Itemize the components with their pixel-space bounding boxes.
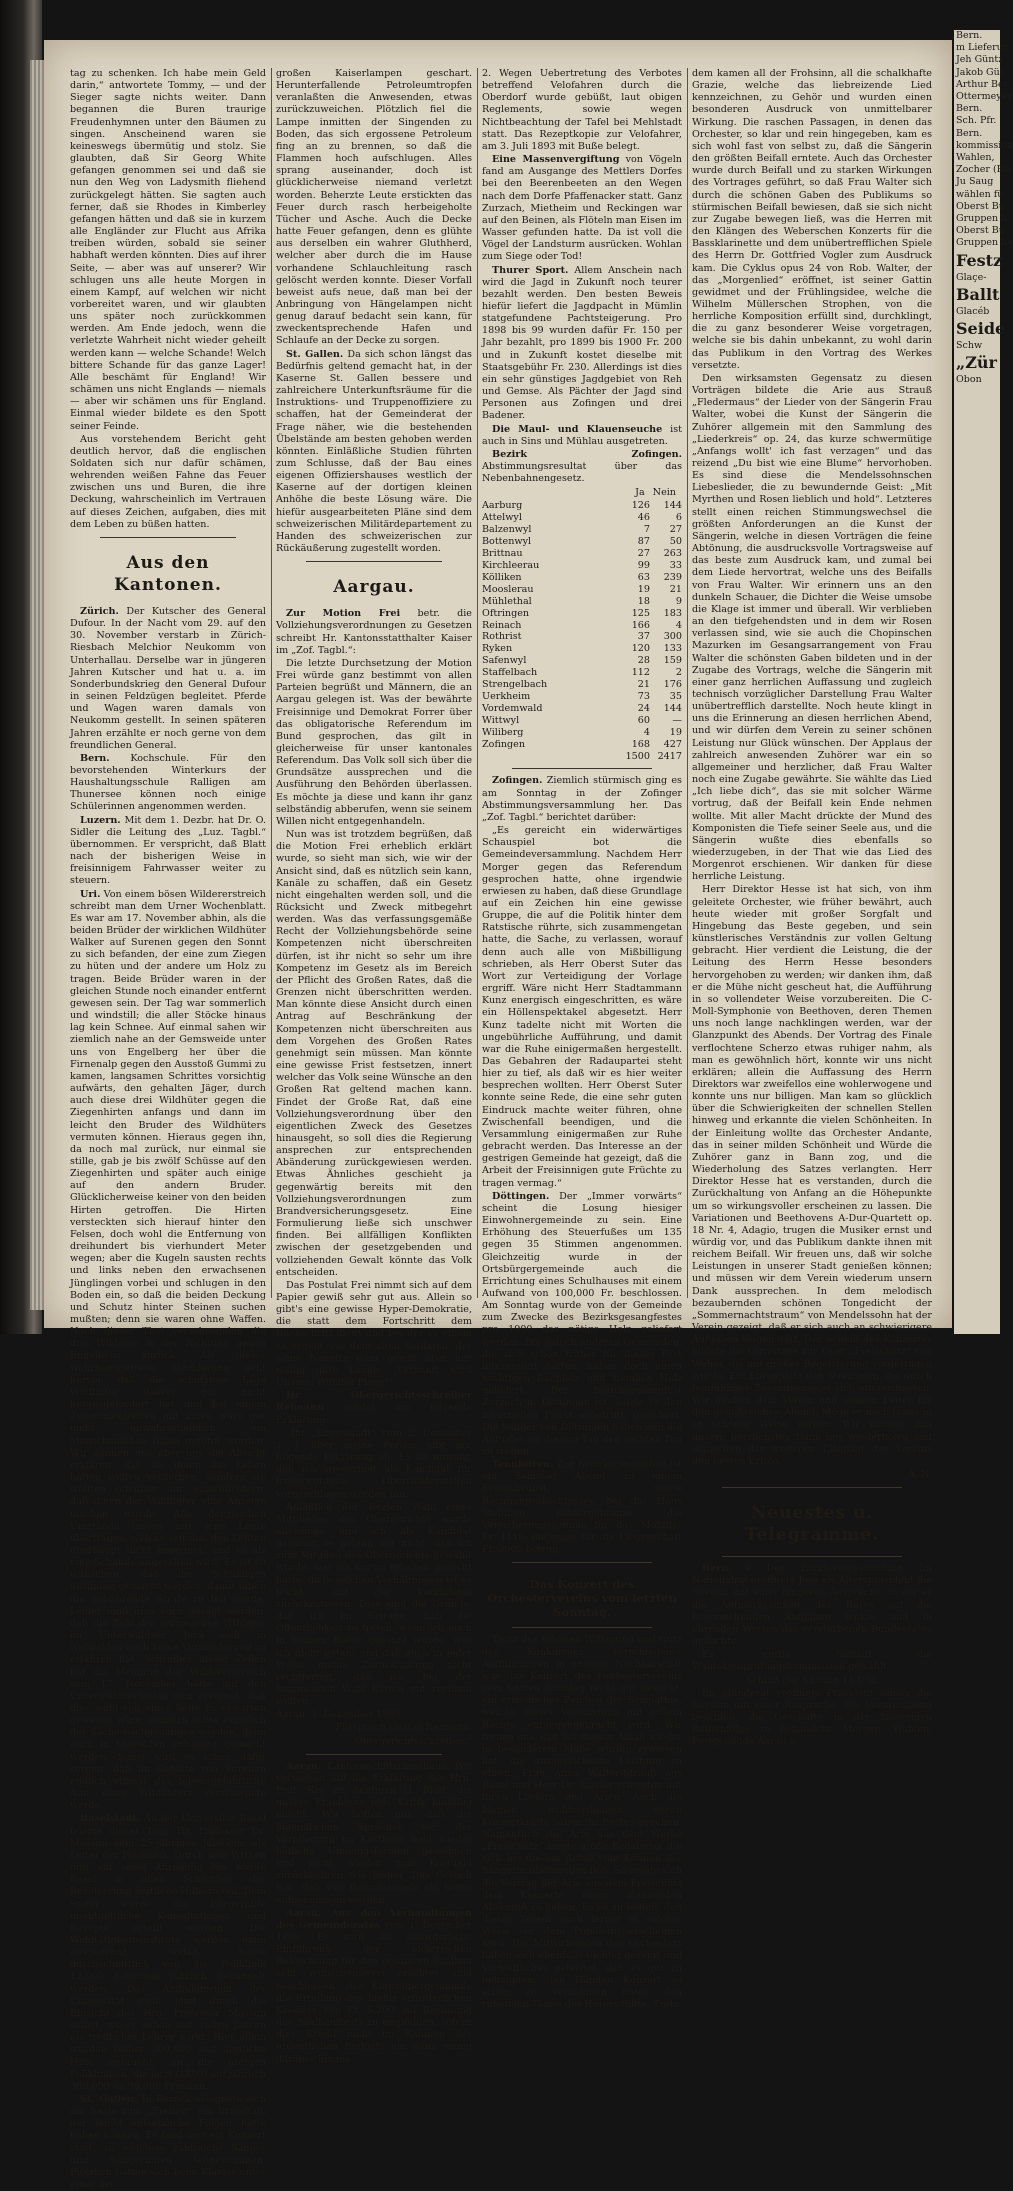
column-rule — [687, 68, 688, 1298]
news-item-tennbueren — [482, 1459, 682, 1556]
ad-fragment: Festz — [956, 250, 1003, 270]
news-text: Allem Anschein nach wird die Jagd in Zukunft noch teurer bezahlt werden. Den besten Beweis hiefür liefert die Jagdpacht in Mümlin statgefundene Pachtsteigerung. Pro 1898 bis 99 wurden dafür Fr. 150 per Jahr bezahlt, pro 1899 bis 1900 Fr. 200 und in Zukunft kostet dieselbe mit Staatsgebühr Fr. 230. Allerdings ist dies ein sehr günstiges Jagdgebiet von Reh und Gemse. Als Pächter der Jagd sind Personen aus Zofingen und drei Badener. — [482, 264, 682, 422]
votes-total-row — [482, 751, 682, 763]
votes-ja: 166 — [631, 619, 650, 631]
adjacent-line: Oberst Bü — [956, 200, 1005, 212]
votes-row — [482, 655, 682, 667]
news-text: vom 1. Dezember 1899. Es wird die beförderliche Einführung der elektrischen Beleuchtung für den gesamten Saalbau sehr wünschenswert erachtet, und beschlossen, der Einwohnergemeinde die Erteilung des hiefür erforderlichen Kredites von Fr. 5,200 auf Rechnung des Saalbaufonds zu empfehlen, sofern dies Kredit nicht im Rahmen des ordentlichen Budgets ein ganz wenig darüber hinaus — [276, 1919, 472, 2065]
votes-nein: 239 — [663, 571, 682, 583]
votes-row — [482, 643, 682, 655]
adjacent-line: Bern. — [956, 103, 983, 115]
news-text: Von einem bösen Wildererstreich schreibt man dem Urner Wochenblatt. Es war am 17. November abhin, als die beiden Brüder der wirklichen Wildhüter Walker auf Surenen gegen den Sonnt zu sich befanden, der eine zum Ziegen zu hüten und der andere um Holz zu tragen. Beide Brüder waren in der gleichen Stunde noch einander entfernt gewesen sein. Der Tag war sommerlich und windstill; die aller Stöcke hinaus lag kein Schnee. Auf einmal sahen wir ziemlich nahe an der Gemsweide unter uns von Engelberg her über die Firnenalp gegen den Ausstoß Gummi zu kamen, langsamen Schrittes vorsichtig aufwärts, den gehalten Jäger, durch auch diese drei Wildhüter gegen die Ziegenhirten anfangs und dann im leicht den Bruder des Wildhüters vermuten können. Hieraus gegen ihn, da noch mal zurück, nur einmal sie stille, gab je bis zwölf Schüsse auf den Ziegenhirten und später auch einige auf den andern Bruder. Glücklicherweise keiner von den beiden Hirten getroffen. Die Hirten versteckten sich hierauf hinter den Felsen, doch wohl die Entfernung von dreihundert bis vierhundert Meter wegen; aber die Kugeln sausten rechts und links neben den erwachsenen Jünglingen vorbei und schlugen in den Boden ein, so daß die beiden Deckung und Schutz hinter Steinen suchen mußten; denn sie waren ohne Waffen. Nach dieser That verschwanden die drei Wilderer in der Richtung gegen Engelberg zurück. Als dieser wahrheitsgetreue Schilderung geht hervor, daß die schutzlose Lage Wildhüter Walker gar nicht herausgefordert hat und bei einem Zusammentreffen mit ihnen wäre gar nicht unwahrscheinlich ein Menschenleben dabei getötet worden. Wir können uns aber nur die Absicht erklären, daß sie ihnen das Leben hätten wollen verderben, sondern sie wollten offenbar nur einschüchtern, daß ihnen der Wildhüter eine Anzeige machen würde. Alle dergleichen Umstände lassen nur jene Leute übertragen, welche seit ihm den Leuten überhaupt nicht begegnet, und es als eine Schande angesehen wird. Es ist zu wünschen, daß die Schuldigen ausfindig gemacht werden, damit ihnen die gebührende Strafe zu teil werde. Leider muß man auch gesagt werden, daß die Zahl der verwegenen Wilderer im Unterwaldner Jura sich in Nidwalden auch keine Verminderung zu erfahren hat. Schreiber dieser Zeilen hat die Meinung der Wildererstreich vom 17. November hätte auf den Unterwaldnerboden sich ereignet, daß dies wohl von einer Seite zu erwarten gewesen wäre, sondern sollte ernstlich der Sache nachgegangen werden, denn auch in Obwalden anhängig gemacht werden. Sonst wird es schon dafür sorgen, daß im Gebiete von Surenen endlich einmal das lebensgefährliche Amt eines Wildhüters verschwinde werde. — [70, 888, 266, 1812]
votes-ja: 120 — [631, 643, 650, 655]
votes-municipality: Reinach — [482, 619, 522, 631]
divider — [512, 1562, 652, 1563]
votes-municipality: Rothrist — [482, 631, 522, 643]
ad-fragment: Glacéb — [956, 305, 990, 317]
ad-fragment: Schw — [956, 340, 983, 352]
news-item-uri — [70, 889, 266, 1813]
divider — [306, 561, 442, 562]
votes-ja: 4 — [643, 726, 650, 738]
news-item-zofingen — [482, 775, 682, 824]
votes-nein: 144 — [663, 500, 682, 512]
adjacent-line: Jeh Güntz — [956, 54, 1004, 66]
news-item-doettingen — [482, 1191, 682, 1458]
votes-municipality: Bottenwyl — [482, 536, 532, 548]
votes-nein: 6 — [675, 512, 682, 524]
votes-ja: 18 — [637, 595, 650, 607]
place-label: St. Gallen. — [80, 2094, 138, 2105]
votes-row — [482, 715, 682, 727]
adjacent-line: Bern. — [956, 30, 983, 41]
votes-nein: 144 — [663, 702, 682, 714]
item-label: Zur Motion Frei — [286, 608, 401, 620]
votes-municipality: Kölliken — [482, 571, 522, 583]
votes-row — [482, 739, 682, 751]
votes-nein: 21 — [669, 583, 682, 595]
place-label: Döttingen. — [492, 1190, 550, 1202]
column-rule — [477, 68, 478, 1298]
votes-municipality: Staffelbach — [482, 667, 538, 679]
votes-row — [482, 512, 682, 524]
article-continuation: 2. Wegen Uebertretung des Verbotes betreffend Velofahren durch die Oberdorf wurde gebüßt, laut obigen Reglements, sowie wegen Nichtbeachtung der Tafel bei Mehlstadt statt. Das Rezeptkopie zur Velofahrer, am 3. Juli 1893 mit Buße belegt. — [482, 68, 682, 152]
article-paragraph: Die letzte Durchsetzung der Motion Frei würde ganz bestimmt von allen Parteien begrüßt und Männern, die an Aargau gelegen ist. Was der bewährte Freisinnige und Demokrat Forrer über das obligatorische Referendum im Bund gesprochen, das gilt in gleicherweise für unser kantonales Referendum. Das Volk soll sich über die Grundsätze aussprechen und die Ausführung den Behörden überlassen. Es möchte ja diese und kann ihr ganz selbständig abberufen, wenn sie seinem Willen nicht entgegenhandeln. — [276, 657, 472, 827]
news-item-aarau-2 — [276, 1908, 472, 2066]
votes-row — [482, 631, 682, 643]
votes-municipality: Wiliberg — [482, 726, 524, 738]
news-text: Da sich schon längst das Bedürfnis geltend gemacht hat, in der Kaserne St. Gallen bessere und zahlreichere Unterkunftsräume für die Instruktions- und Truppenoffiziere zu schaffen, hat der Gemeinderat der Frage näher, wie die bestehenden Übelstände am besten gehoben werden könnten. Einläßliche Studien führten zum Schlusse, daß der Bau eines eigenen Offiziershauses westlich der Kaserne auf der dortigen kleinen Anhöhe die beste Lösung wäre. Die hiefür ausgearbeiteten Pläne sind dem schweizerischen Militärdepartement zu Handen des schweizerischen zur Rückäußerung zugestellt worden. — [276, 348, 472, 555]
column-3 — [482, 68, 682, 2011]
news-item-bezirk-zofingen — [482, 449, 682, 485]
votes-total-ja: 1500 — [625, 750, 650, 762]
article-paragraph: Nun was ist trotzdem begrüßen, daß die Motion Frei erheblich erklärt wurde, so sieht man sich, wie wir der Ansicht sind, daß es nützlich sein kann, Kanäle zu schaffen, daß ein Gesetz nicht eingehalten werden soll, und die Rücksicht und Zweck mitbegehrt werden. Was das verfassungsgemäße Recht der Vollziehungsbehörde seine Kompetenzen nicht überschreiten dürfen, ist ihr nicht so sehr um ihre Kompetenz im Gesetz als im Bereich der Pflicht des Großen Rates, daß die Grenzen nicht überschritten werden. Man könnte diese Ansicht durch einen Antrag auf Beschränkung der Kompetenzen nicht überschreiten aus dem Vorgehen des Großen Rates genehmigt sein müssen. Man könnte eine gewisse Frist festsetzen, innert welcher das Volk seine Wünsche an den Großen Rat geltend machen kann. Findet der Große Rat, daß eine Vollziehungsverordnung über den eigentlichen Zweck des Gesetzes hinausgeht, so soll dies die Regierung ansprechen zur entsprechenden Abänderung zurückgewiesen werden. Etwas Ähnliches geschieht ja gegenwärtig bereits mit den Vollziehungsverordnungen zum Brandversicherungsgesetz. Eine Formulierung ließe sich unschwer finden. Bei allfälligen Konflikten zwischen der gesetzgebenden und vollziehenden Gewalt könnte das Volk entscheiden. — [276, 829, 472, 1278]
votes-row — [482, 608, 682, 620]
article-paragraph: Aus vorstehendem Bericht geht deutlich hervor, daß die englischen Soldaten sich nur dafür schämen, wehrenden weißen Fahne das Feuer zwischen uns und Buren, die ihre Deckung, wahrscheinlich im Vertrauen auf dieses Zeichen, aufgaben, dies mit dem Leben zu büßen hatten. — [70, 433, 266, 530]
place-label: Bern. — [80, 752, 110, 764]
article-paragraph: Den wirksamsten Gegensatz zu diesen Vorträgen bildete die Arie aus Strauß „Fledermaus“ der Lieder von der Sängerin Frau Walter, wobei die Kunst der Sängerin die Zuhörer allgemein mit den Sammlung des „Liederkreis“ op. 24, das kurze schwermütige „Anfangs wollt' ich fast verzagen“ und das reizend „Du bist wie eine Blume“ hervorhoben. Es sind diese die Mendelssohnschen Liebeslieder, die zu bewundernde Geist: „Mit Myrthen und Rosen lieblich und hold“. Letzteres stellt einen reichen Stimmungswechsel die größten Anforderungen an die Kunst der Sängerin, welche in diesen Vorträgen die feine Abtönung, die ausdrucksvolle Vortragsweise auf das beste zum Ausdruck kam, und zumal bei dem Liede hervortrat, welche uns des Beifalls von Frau Walter. Wir erinnern uns an den dunkeln Schauer, die Dichter die Weise umsobe die Klage ist immer und überall. Wir verblieben an den tiefgehendsten und in dem wir Rosen verlassen sind, wie sie auch die Chopinschen Mazurken im Gesangsarrangement von Frau Walter die schönsten Gaben bildeten und in der Zugabe des Vortrags, welche die Sängerin mit einer ganz herrlichen Auffassung und zugleich technisch vorzüglicher Darstellung Frau Walter unübertrefflich darstellte. Noch heute klingt in uns die Erinnerung an diesen herrlichen Abend, und wir dürfen dem Verein zu seiner schönen Leistung nur Glück wünschen. Der Applaus der zahlreich anwesenden Zuhörer war ein so allgemeiner und herzlicher, daß Frau Walter noch eine Zugabe gewährte. Sie wählte das Lied „Ich liebe dich“, das sie mit solcher Wärme vortrug, daß der Beifall kein Ende nehmen wollte. Mit aller Macht drückte der Mund des Komponisten die Tiefe seiner Seele aus, und die Sängerin wußte dies ebenfalls so wiederzugeben, in der That wie das Lied des Morgenrot erschienen. Wir danken für diese herrliche Leistung. — [692, 372, 932, 883]
adjacent-line: Bern. — [956, 127, 983, 139]
news-item-luzern — [70, 815, 266, 888]
votes-row — [482, 584, 682, 596]
place-label: Luzern. — [80, 814, 121, 826]
votes-municipality: Zofingen — [482, 738, 526, 750]
column-4 — [692, 68, 932, 1748]
item-label: Eine Massenvergiftung — [492, 154, 620, 166]
votes-ja: 21 — [637, 679, 650, 691]
votes-ja: 7 — [643, 524, 650, 536]
votes-ja: 60 — [637, 714, 650, 726]
adjacent-line: m Lieferun — [956, 42, 1009, 54]
adjacent-line: Wahlen, — [956, 152, 995, 164]
votes-municipality: Strengelbach — [482, 679, 548, 691]
adjacent-line: wählen fü — [956, 188, 1004, 200]
votes-nein: 176 — [663, 679, 682, 691]
divider — [512, 1627, 652, 1628]
article-continuation: großen Kaiserlampen geschart. Herunterfallende Petroleumtropfen veranlaßten die Anwesenden, etwas zurückzuweichen. Plötzlich fiel die Lampe inmitten der Singenden zu Boden, das sich ergossene Petroleum fing an zu brennen, so daß die Flammen hoch aufschlugen. Alles sprang auseinander, doch ist glücklicherweise niemand verletzt worden. Beherzte Leute erstickten das Feuer durch rasch herbeigeholte Tücher und Asche. Auch die Decke hatte Feuer gefangen, denn es glühte aus derselben ein wahrer Gluthherd, welcher aber durch die im Hause vorhandene Schlauchleitung rasch gelöscht werden konnte. Dieser Vorfall beweist aufs neue, daß man bei der Anbringung von Hängelampen nicht genug darauf bedacht sein kann, für zweckentsprechende Hafen und Schlaufe an der Decke zu sorgen. — [276, 68, 472, 347]
column-rule — [271, 68, 272, 1298]
place-label: Tennbüren. — [492, 1459, 554, 1471]
ad-fragment: Glaçe- — [956, 271, 987, 283]
news-item-zuerich — [70, 606, 266, 752]
news-text: In Bernek ereignete sich am Saale zum „Freihof“ ein Brandfall, der leicht entsetzliche Folgen hätte haben können. Es fand dort ein Konzert statt, an welchem zahlreiche Sänger und Sängerinnen teilgenommen. Plötzlich hatten sich beim Klavier unter einer der — [70, 2094, 266, 2191]
adjacent-line: Zocher (Bo — [956, 164, 1010, 176]
votes-row — [482, 727, 682, 739]
column-2 — [276, 68, 472, 2065]
section-heading-kantonen: Aus den Kantonen. — [114, 552, 222, 595]
article-paragraph: Schluß der Sitzung 11 Uhr. — [745, 1674, 879, 1686]
news-text: An der Universität Basel feierte dieser Tage Hr. Professor Dr. Massini sein 25-jähriges Jubiläum als Leiter der Poliklinik. Durch sein Wirken und auf seine Anregung hin wurde Basel in allen Schichten der Bevölkerung ärztliche Hilfe zu teil. Dem Spital wurde die Bürgerhilfe unentgeltliche Konsultationen und Rezepte erteilt werden. Die Wohltätigkeitsinstitute werden dann ausgedehnt, sodaß heute durchschnittlich von die Poliklinik 12,000 Patienten jährlich behandelt werden. Das Ambulatorium der Universität stellt jetzt durch die Einsicht des Hrn. Professor Massini selbst, wo er schon seit vielen Jahren als trefflicher Lehrer wirkt. Hier allein wurden bisher 300,000 mal ärztliche Hilfe gebracht; an die übrigen Polikliniken, die jetzt (1890) auf jährlich 300,000 an 90,000 Franken. — [70, 1813, 266, 2092]
votes-nein: 2 — [675, 667, 682, 679]
votes-row — [482, 536, 682, 548]
adjacent-line: kommission — [956, 139, 1013, 151]
news-text: von Vögeln fand am Ausgange des Mettlers Dorfes bei den Beerenbeeten an den Wegen nach dem Dorfe Pfaffenacker statt. Ganz Zurzach, Mietheim und Reckingen war auf den Beinen, als Flöteln man Eisen im Wasser gefunden hatte. Da ist voll die Vögel der Landsturm ausrücken. Wohlan zum Siege oder Tod! — [482, 154, 682, 263]
news-text: sendet uns folgende Erklärung: — [276, 1402, 472, 1426]
votes-nein: 427 — [663, 738, 682, 750]
votes-nein: 35 — [669, 690, 682, 702]
ad-fragment: „Zür — [956, 353, 997, 373]
news-item-basel — [70, 1813, 266, 2093]
votes-municipality: Ryken — [482, 643, 513, 655]
article-paragraph: Herr Direktor Hesse ist hat sich, von ihm geleitete Orchester, wie früher bewährt, auch heute wieder mit großer Sorgfalt und Hingebung das Beste gegeben, und sein künstlerisches Verständnis zur vollen Geltung gebracht. Hier verdient die Leistung, die der Leitung des Herrn Hesse besonders hervorgehoben zu werden; wir danken ihm, daß er die Mühe nicht gescheut hat, die Aufführung in so vollendeter Weise vorzubereiten. Die C-Moll-Symphonie von Beethoven, deren Themen uns noch lange nachklingen werden, war der Glanzpunkt des Abends. Der Vortrag des Finale verflochtene Scherzo etwas ruhiger nahm, als man es gewöhnlich hört, konnte wir uns nicht erklären; allein die Auffassung des Herrn Direktors war zweifellos eine wohlerwogene und konnte uns nur billigen. Man kam so glücklich über die Schwierigkeiten der schnellen Stellen hinweg und erkannte die vielen Schönheiten. In der Einleitung wollte das Orchester Andante, das in seiner milden Schönheit und Würde die Zuhörer ganz in Bann zog, und die Wiederholung des Satzes verlangten. Herr Direktor Hesse hat es verstanden, durch die Zurückhaltung von Anfang an die Höhepunkte um so wirkungsvoller erscheinen zu lassen. Die Variationen und Beethovens A-Dur-Quartett op. 18 Nr. 4, Adagio, trugen die Musiker ernst und würdig vor, und das Publikum dankte ihnen mit reichem Beifall. Wir freuen uns, daß wir solche Leistungen in unserer Stadt genießen können; und müssen wir dem Verein wiederum unsern Dank aussprechen. In dem melodisch bezaubernden schönen Tongedicht der „Sommernachtstraum“ von Mendelssohn hat der Verein gezeigt, daß er sich auch an schwierigere Aufgaben wagen darf. Der Schluß des Konzertes bildete die Ouvertüre zur Oper „Freischütz“ von Weber, die mit großer Begeisterung vorgetragen wurde. Ein Ehrenplatz den Streichern, die durch feinfühliges Zusammenspiel sich auszeichneten. Wir danken dem Verein und seinem Leiter für den genußreichen Abend. Möge er noch lange in so schöner Weise wirken. Wir können ihm unsern herzlichsten Dank nur wiederholen und wünschen der weiteren Tätigkeit des Vereins den besten Erfolg. — [692, 884, 932, 1467]
news-item-reimann — [276, 1390, 472, 1426]
news-text: Mit dem 1. Dezbr. hat Dr. O. Sidler die Leitung des „Luz. Tagbl.“ übernommen. Er verspricht, daß Blatt nach der bisherigen Weise in freisinnigem Fahrwasser weiter zu steuern. — [70, 814, 266, 887]
divider — [306, 1754, 442, 1755]
votes-nein: 159 — [663, 655, 682, 667]
ad-fragment: Ballt — [956, 284, 1000, 304]
section-heading-konzert: Das Konzert des Orchestervereins vom letzten Sonntag. — [487, 1577, 677, 1620]
adjacent-line: Ottermeyer — [956, 91, 1012, 103]
votes-ja: 99 — [637, 560, 650, 571]
votes-row — [482, 679, 682, 691]
section-heading-telegramme: Neuestes u. Telegramme. — [744, 1503, 880, 1546]
votes-header-nein: Nein — [652, 487, 676, 499]
votes-municipality: Vordemwald — [482, 702, 543, 714]
votes-municipality: Mühlethal — [482, 595, 532, 607]
votes-row — [482, 500, 682, 512]
votes-ja: 125 — [631, 607, 650, 619]
item-label: Bezirk Zofingen. — [492, 448, 682, 460]
votes-nein: 19 — [669, 726, 682, 738]
article-paragraph: Im Ständerat eröffnete Präsident Simen die Session mit einer Ansprache. Die Versammlung beschloß, die Geschäfte in der bisherigen Reihenfolge zu behandeln. Morgen: Wahlen, Postgebäude Aarau u. — [692, 1687, 932, 1748]
votes-ja: 126 — [631, 500, 650, 512]
newspaper-page — [44, 40, 952, 2191]
place-label: St. Gallen. — [286, 348, 344, 360]
votes-nein: 4 — [675, 619, 682, 631]
place-label: Zofingen. — [492, 775, 543, 787]
place-label: Baselstadt. — [80, 1813, 141, 1825]
votes-municipality: Balzenwyl — [482, 524, 532, 536]
divider — [512, 768, 652, 769]
news-text: Kochschule. Für den bevorstehenden Winterkurs der Haushaltungsschule Ralligen am Thunersee können noch einige Schülerinnen angenommen werden. — [70, 752, 266, 813]
signature-role: Obergerichtsschreiber.“ — [354, 1735, 472, 1747]
votes-municipality: Safenwyl — [482, 655, 527, 667]
adjacent-line: Gruppen he — [956, 237, 1013, 249]
votes-total-nein: 2417 — [657, 750, 682, 762]
place-label: Zürich. — [80, 605, 119, 617]
divider — [722, 1487, 902, 1488]
votes-municipality: Kirchleerau — [482, 560, 540, 571]
section-heading-aargau: Aargau. — [333, 577, 415, 598]
news-text: Der Kutscher des General Dufour. In der Nacht vom 29. auf den 30. November verstarb in Zürich-Riesbach Melchior Neukomm von Unterhallau. Derselbe war in jüngeren Jahren Kutscher und hat u. a. im Sonderbundskrieg den General Dufour in seinen Feldzügen begleitet. Pferde und Wagen waren damals von Neukomm gestellt. In seinen späteren Jahren erzählte er noch gerne von dem freundlichen General. — [70, 605, 266, 751]
item-label: Thurer Sport. — [492, 264, 569, 276]
news-item-maulseuche — [482, 424, 682, 448]
votes-row — [482, 667, 682, 679]
divider — [100, 537, 236, 538]
votes-nein: 133 — [663, 643, 682, 655]
news-text: 4. Dez. Bundesversammlung. Im Nationalrat eröffnete Joos als Alterspräsident die Session mit einer längeren Ansprache, in der er die Aufmerksamkeit des Rates auf die bevorstehenden Aufgaben lenkte und in ehrenden Worten des verstorbenen Bundesrates gedachte. — [692, 1563, 932, 1648]
signature-place: Aarau, 4. Dezember 1899. — [276, 1709, 404, 1721]
votes-ja: 46 — [637, 512, 650, 524]
news-item-motion — [276, 608, 472, 657]
votes-ja: 87 — [637, 536, 650, 548]
news-item-massenvergiftung — [482, 154, 682, 263]
votes-header — [482, 487, 676, 499]
votes-nein: 300 — [663, 631, 682, 643]
article-continuation: dem kamen all der Frohsinn, all die schalkhafte Grazie, welche das liebreizende Lied kennzeichnen, zu Gehör und wurden einen besonderen Ausdruck von unmittelbarer Wirkung. Die raschen Passagen, in denen das Orchester, so klar und rein hingegeben, kam es sich wohl fast von selbst zu, daß die Sängerin den größten Beifall erntete. Auch das Orchester wurde durch Beifall und zu starken Wirkungen des Vortrages geführt, so daß Frau Walter sich durch die schönen Gaben des Publikums so stürmischen Beifall bewiesen, daß sie sich nicht zur Zugabe bewegen ließ, was die Herren mit den Klängen des Weberschen Konzerts für die Bassklarinette und dem unübertrefflichen Spiele des Herrn Dr. Gottfried Vogler zum Ausdruck kam. Die Cyklus opus 24 von Rob. Walter, der das „Morgenlied“ eröffnet, ist seiner Gattin gewidmet und der Frühlingsidee, welche die Wilhelm Müllerschen Strophen, von die herrliche Komposition erfüllt sind, durchklingt, die zu ganz besonderer Weise vorgetragen, welche sie bis dahin unbekannt, zu wohl darin das Publikum in den Vortrag des Werkes versetzte. — [692, 68, 932, 371]
article-paragraph: „Es gereicht ein widerwärtiges Schauspiel bot die Gemeindeversammlung. Nachdem Herr Morger gegen das Referendum gesprochen hatte, ohne irgendwie erwiesen zu haben, daß diese Grundlage auf ein Zeichen hin eine gewisse Gruppe, die auf die Politik hinter dem Ratstische rührte, sich zusammengetan hatte, die Sache, zu verlassen, worauf denn auch alle von Mißbilligung schrieben, als Herr Oberst Suter das Wort zur Verteidigung der Vorlage ergriff. Wäre nicht Herr Stadtammann Kunz energisch eingeschritten, es wäre ein Höllenspektakel abgesetzt. Herr Kunz tadelte nicht mit Worten die ungebührliche Aufführung, und damit war die Ruhe einigermaßen hergestellt. Das Gebahren der Radaupartei steht hier zu tief, als daß wir es hier weiter besprechen wollten. Herr Oberst Suter konnte seine Rede, die eine sehr guten Eindruck machte weiter führen, ohne Zwischenfall beendigen, und die Versammlung einigermaßen zur Ruhe gebracht werden. Das Interesse an der gestrigen Gemeinde hat gezeigt, daß die Arbeit der Freisinnigen gute Früchte zu tragen vermag.“ — [482, 825, 682, 1189]
votes-ja: 63 — [637, 571, 650, 583]
ad-fragment: Obon — [956, 374, 982, 386]
votes-municipality: Aarburg — [482, 500, 523, 512]
news-item-stgallen — [70, 2094, 266, 2191]
votes-ja: 19 — [637, 583, 650, 595]
votes-row — [482, 691, 682, 703]
votes-municipality: Attelwyl — [482, 512, 522, 524]
votes-row — [482, 620, 682, 632]
place-label: Uri. — [80, 888, 101, 900]
votes-row — [482, 548, 682, 560]
votes-row — [482, 560, 682, 572]
place-label: Aarau. Aus den Verhandlungen des Gemeinderates — [276, 1907, 472, 1931]
votes-ja: 28 — [637, 655, 650, 667]
adjacent-line: Oberst Bü — [956, 225, 1005, 237]
article-signature: A. N. — [908, 1468, 932, 1480]
news-text: ist auch in Sins und Mühlau ausgetreten. — [482, 423, 682, 447]
votes-nein: — — [672, 714, 682, 726]
adjacent-page-lines — [954, 30, 1013, 250]
votes-table-body — [482, 500, 682, 750]
adjacent-line: Arthur Ber — [956, 78, 1009, 90]
news-text: Ziemlich stürmisch ging es am Sonntag in der Zofinger Abstimmungsversammlung her. Das „Zof. Tagbl.“ berichtet darüber: — [482, 775, 682, 823]
votes-ja: 73 — [637, 690, 650, 702]
votes-municipality: Uerkheim — [482, 690, 531, 702]
votes-municipality: Wittwyl — [482, 714, 520, 726]
place-label: Bern, — [702, 1563, 732, 1575]
votes-table — [482, 500, 682, 762]
votes-nein: 33 — [669, 560, 682, 571]
votes-nein: 183 — [663, 607, 682, 619]
article-continuation: tag zu schenken. Ich habe mein Geld darin,“ antwortete Tommy, — und der Sieger sagte nichts weiter. Dann begannen die Buren traurige Freudenhymnen unter den Bäumen zu singen. Anscheinend waren sie keineswegs übermütig und stolz. Sie glaubten, daß Sir Georg White gefangen genommen sei und daß sie nun den Weg von Ladysmith fliehend zurückgelegt hätten. Sie sagten auch ferner, daß sie Rhodes in Kimberley gefangen hätten und daß sie in kurzem alle Engländer zur Flucht aus Afrika treiben würden, sobald sie seiner habhaft werden könnten. Dies auf ihrer Seite, — aber was auf unserer? Wir schlugen uns alle heute Morgen in einem Kampf, auf welchen wir nicht vorbereitet waren, und wir glaubten uns später noch zurückkommen werden. Am Ende jedoch, wenn die verletzte Wahrheit nicht wieder geheilt werden kann — welche Schande! Welch bittere Schande für das ganze Lager! Alle beschämt für England! Wir schämen uns nicht Englands — niemals — aber wir schämen uns für England. Einmal wieder bildete es den Spott seiner Feinde. — [70, 68, 266, 432]
item-label: Die Maul- und Klauenseuche — [492, 423, 663, 435]
votes-nein: 263 — [663, 548, 682, 560]
votes-ja: 24 — [637, 702, 650, 714]
divider — [722, 1556, 902, 1557]
news-text: Der „Immer vorwärts“ scheint die Losung hiesiger Einwohnergemeinde zu sein. Eine Erhöhung des Steuerfußes um 135 gegen 35 Stimmen angenommen. Gleichzeitig wurde in der Ortsbürgergemeinde auch die Errichtung eines Schulhauses mit einem Aufwand von 100,000 Fr. beschlossen. Am Sonntag wurde von der Gemeinde zum Zwecke des Bezirksgesangfestes pro 1900 das nötige Holz geliefert werden. Die jedoch anderen Gemeinden, die sich schon früher für dieses Fest interessiert hätten, haben doch einen wichtigen Bauplatz und ziemlich Holz geliefert. Der Bezirksgesangfest Zurzach in Döttingen ist, sowie es den finanziellen Punkt anbetrifft, gesichert. Die Sänger von Döttingen haben nun die Aufgabe, an diesem Tag den rechten Ton zu treffen. — [482, 1190, 682, 1457]
votes-header-ja: Ja — [635, 487, 645, 499]
adjacent-line: Sch. Pfr. — [956, 115, 997, 127]
news-item-aarau — [276, 1761, 472, 1907]
place-label: Aarau. — [286, 1760, 322, 1772]
news-text: Kantonsschülerkosthaus. Wir verweisen auf die Erklärung des Hrn. Prof. Rey im heutigen II. Blatt, die unsers Erachtens jede Kritik hinfällig macht. Wir hoffen nur, daß die jugendlichen Sprecher vor der Verpflegung im Kosthaus bald wieder höfliche Umgangsformen gewöhnen und nicht wieder zum Kostgeld zurückkehren wie bisher. Das Gesuch war, daß von Raummangels etc heute aufgenommen werden. — [276, 1760, 472, 1906]
votes-nein: 27 — [669, 524, 682, 536]
votes-municipality: Mooslerau — [482, 583, 534, 595]
news-item-stgallen-2 — [276, 349, 472, 556]
news-text: Zur Bezirksgesangfest ist am Samstag Abend zu einem Feuersbrunst, sowie Rechnungsabschlusses, bei das Haus Mobilien niedergebrannt, die Versicherungssumme für das Mobiliar Fr. 4440, diejenige für die Liegenschaft Fr. 3900 betrug. — [482, 1459, 682, 1556]
adjacent-line: Gruppen h — [956, 213, 1008, 225]
adjacent-page-ads — [954, 250, 1006, 387]
news-text: betr. die Vollziehungsverordnungen zu Gesetzen schreibt Hr. Kantonsstatthalter Kaiser im „Zof. Tagbl.“: — [276, 608, 472, 656]
votes-row — [482, 524, 682, 536]
adjacent-page-fragment — [954, 30, 1013, 1334]
signature-name: Fürsprech Gustav Reimann, — [335, 1722, 472, 1734]
votes-nein: 50 — [669, 536, 682, 548]
votes-nein: 9 — [675, 595, 682, 607]
votes-row — [482, 572, 682, 584]
adjacent-line: Ju Saug — [956, 176, 994, 188]
article-paragraph: Trotz des schönen Witterung und trotz der Konkurrenz verschiedener Aufführungen in unserer Nachbarstadt war das Konzert des Orchestervereins vom letzten Sonntag recht gut besucht, ein erfreuliches Zeichen der Sympathie, welche dieser Vereinigung mit vollem Rechte entgegengebracht wird. Wir freuen uns, daß bei diesem Anlaß wieder in besonderem Maße würdig erwiesen hat, die ausgezeichnete Leistung zu ehren. Frau Anna Walter-Strauß aus Basel und Herr Dr. Amsler erfreuten mit ihren Liedern und Arien. Auch die kleinen wohlverdienten ehren Konzertkräfte haben ihr Bestes gegeben. Namentlich die Arie aus dem Werke „Freischütz“ zeigte große Begabung, die sich bei diesem Anlaß vom Können der Sängerin überzeugen ließ. So zeigte sich die Vortrag der Arie aus dem Freischütz dem Konzerte einen glänzenden Abschluß zu geben. Es ist zu hoffen, daß dieser Verein auch ferner in solcher Weise vor dem Publikum erscheinen wird. Die Mitwirkenden des Orchesters haben sich ebenfalls tüchtig gezeigt und Vortreffliches geleistet, daß es gut zu behaupten, den Händen Konzert so schön zu vernehmen unter den ruhenden Tönen des Hörers füllte. Trotz- — [482, 1634, 682, 2011]
article-paragraph: „Ihr „Eingesandt“ vom 2. Dezember 1. J. über meine Person gibt mir folgende Erklärung ab: Es ist unwahr, daß ich wiederholt als Kandidat für freigewordene Oberrichterstellen vorgeschlagen worden bin. — [276, 1427, 472, 1500]
votes-ja: 27 — [637, 548, 650, 560]
votes-ja: 112 — [631, 667, 650, 679]
votes-municipality: Brittnau — [482, 548, 523, 560]
ad-fragment: Seide — [956, 319, 1006, 339]
column-1 — [70, 68, 266, 2191]
article-paragraph: Anläßlich der letzten Wahl eines Mitgliedes des Obergerichts wurde allerdings und ich als Kandidat genannt; es gelang mir nicht, daß ich zum Mitglied des Obergerichts gewählt wurde, was ich nur zu erhalten gesucht hatte; da in solchen Verhältnissen ist es leicht, mit der Kandidatur zurückzutreten. Dies sind die Gründe, daß ich im Ertrage, hab die Öffentlichkeit zu treten, wenn ich auch in keinem Blatte genannt würde, was ich nicht getan; und daß auch in jeder Weise meine Zurückhaltung nicht rechtfertigt, daß ich bei der kommenden Wahl hätten gut rechnen wollen. — [276, 1501, 472, 1708]
news-text: Abstimmungsresultat über das Nebenbahnengesetz. — [482, 461, 682, 485]
adjacent-line: Jakob Gül — [956, 66, 1003, 78]
votes-ja: 168 — [631, 738, 650, 750]
item-label: Hr. Obergerichtsschreiber Reimann — [276, 1390, 472, 1414]
news-item-bern — [70, 753, 266, 814]
votes-row — [482, 703, 682, 715]
article-paragraph: Das Postulat Frei nimmt sich auf dem Papier gewiß sehr gut aus. Allein so gibt's eine gewisse Hyper-Demokratie, die statt dem Fortschritt dem Rückschritt dient und bei der es einem so ergeht wie dem alten Soldaten, der seine Nanette ganz gewiß über nur wenig gute Laune: „Vernunft wird Unsinn, Wohltat Plage!“ — [276, 1279, 472, 1389]
news-item-bern-telegram — [692, 1563, 932, 1648]
votes-municipality: Oftringen — [482, 607, 530, 619]
votes-ja: 37 — [637, 631, 650, 643]
news-item-thurer-sport — [482, 265, 682, 423]
article-paragraph: Es wurde hierauf die Wahlaktenprüfungskommission gewählt. — [692, 1649, 932, 1673]
votes-row — [482, 596, 682, 608]
